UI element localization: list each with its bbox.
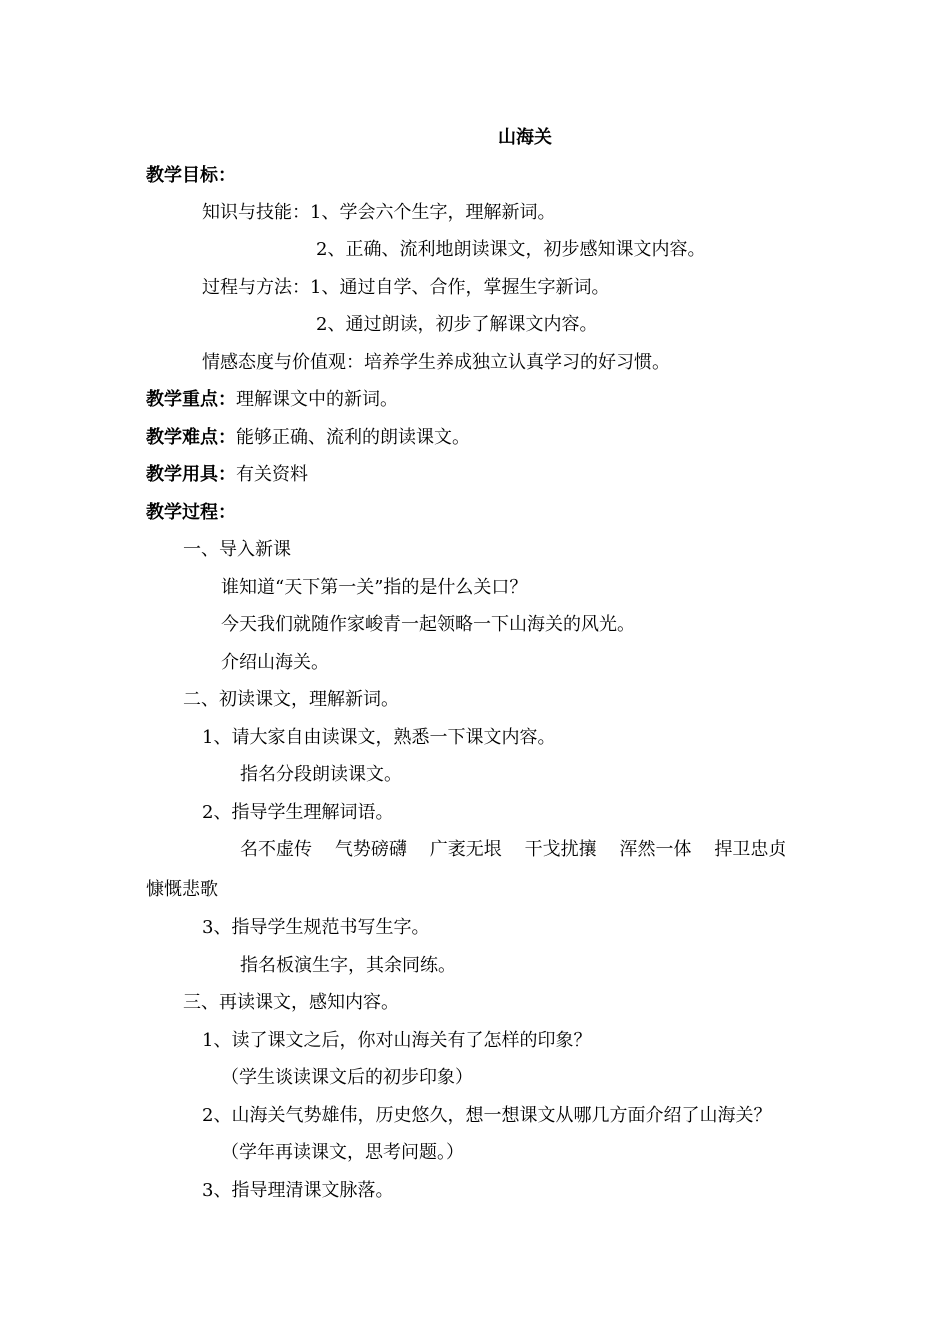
section-2-item-3-sub: 指名板演生字，其余同练。 [240, 955, 456, 976]
difficulty-label: 教学难点： [146, 427, 236, 448]
vocabulary-words-line-2: 慷慨悲歌 [146, 879, 218, 900]
section-2-heading: 二、初读课文，理解新词。 [183, 689, 399, 710]
section-2-item-1-sub: 指名分段朗读课文。 [240, 764, 402, 785]
difficulty-text: 能够正确、流利的朗读课文。 [236, 427, 470, 448]
vocabulary-words-line-1: 名不虚传 气势磅礴 广袤无垠 干戈扰攘 浑然一体 捍卫忠贞 [240, 839, 787, 860]
process-item-2: 2、通过朗读，初步了解课文内容。 [316, 314, 598, 335]
knowledge-line-1 [202, 201, 555, 225]
tools-text: 有关资料 [236, 464, 308, 485]
tools-line [146, 463, 308, 487]
section-1-paragraph-3: 介绍山海关。 [221, 652, 329, 673]
process-heading: 教学过程： [146, 502, 236, 523]
difficulty-line [146, 426, 470, 450]
section-1-paragraph-1: 谁知道“天下第一关”指的是什么关口？ [221, 577, 528, 598]
section-2-item-1: 1、请大家自由读课文，熟悉一下课文内容。 [202, 727, 556, 748]
page-title: 山海关 [498, 127, 552, 148]
section-3-item-1: 1、读了课文之后，你对山海关有了怎样的印象？ [202, 1030, 592, 1051]
process-label: 过程与方法： [202, 277, 310, 298]
section-3-item-2-sub: （学年再读课文，思考问题。） [221, 1142, 464, 1163]
key-point-label: 教学重点： [146, 389, 236, 410]
section-3-item-1-sub: （学生谈读课文后的初步印象） [221, 1067, 473, 1088]
process-item-1: 1、通过自学、合作，掌握生字新词。 [310, 277, 610, 298]
key-point-line [146, 388, 398, 412]
objectives-heading: 教学目标： [146, 165, 236, 186]
section-3-item-3: 3、指导理清课文脉落。 [202, 1180, 394, 1201]
section-1-paragraph-2: 今天我们就随作家峻青一起领略一下山海关的风光。 [221, 614, 635, 635]
section-2-item-2: 2、指导学生理解词语。 [202, 802, 394, 823]
section-2-item-3: 3、指导学生规范书写生字。 [202, 917, 430, 938]
section-1-heading: 一、导入新课 [183, 539, 291, 560]
emotion-line: 情感态度与价值观：培养学生养成独立认真学习的好习惯。 [202, 352, 670, 373]
key-point-text: 理解课文中的新词。 [236, 389, 398, 410]
knowledge-item-1: 1、学会六个生字，理解新词。 [310, 202, 556, 223]
knowledge-label: 知识与技能： [202, 202, 310, 223]
process-line-1 [202, 276, 609, 300]
tools-label: 教学用具： [146, 464, 236, 485]
section-3-heading: 三、再读课文，感知内容。 [183, 992, 399, 1013]
section-3-item-2: 2、山海关气势雄伟，历史悠久，想一想课文从哪几方面介绍了山海关？ [202, 1105, 772, 1126]
knowledge-item-2: 2、正确、流利地朗读课文，初步感知课文内容。 [316, 239, 706, 260]
